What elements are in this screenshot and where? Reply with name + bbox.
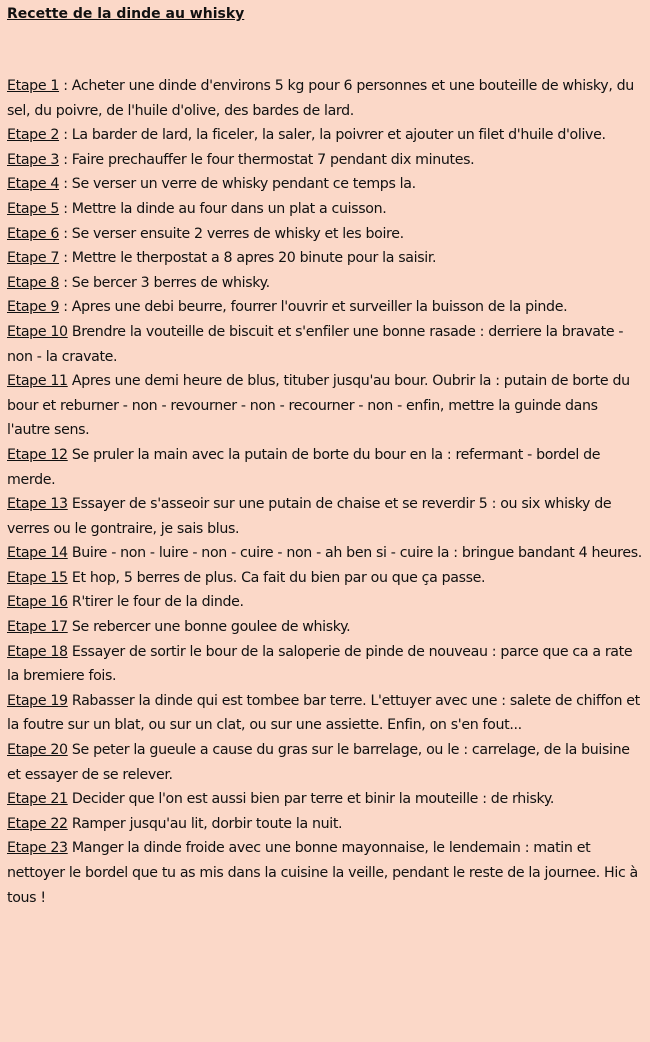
step-label: Etape 10 xyxy=(7,323,68,340)
step-label: Etape 23 xyxy=(7,840,68,857)
step-label: Etape 1 xyxy=(7,78,60,94)
list-item xyxy=(7,640,644,689)
list-item xyxy=(7,492,644,541)
step-text: : Se verser un verre de whisky pendant ce temps la. xyxy=(59,176,416,193)
list-item xyxy=(7,123,644,148)
list-item xyxy=(7,812,644,837)
step-label: Etape 4 xyxy=(7,176,60,193)
step-text: Essayer de s'asseoir sur une putain de chaise et se reverdir 5 : ou six whisky de verres ou le gontraire, je sais blus. xyxy=(7,496,612,537)
list-item xyxy=(7,197,644,222)
list-item xyxy=(7,689,644,738)
step-text: Ramper jusqu'au lit, dorbir toute la nuit. xyxy=(67,815,343,832)
list-item xyxy=(7,615,644,640)
steps-list xyxy=(7,74,644,910)
step-label: Etape 11 xyxy=(7,373,68,390)
step-label: Etape 22 xyxy=(7,815,68,832)
list-item xyxy=(7,172,644,197)
step-text: Manger la dinde froide avec une bonne mayonnaise, le lendemain : matin et nettoyer le bordel que tu as mis dans la cuisine la veille, pendant le reste de la journee. Hic à tous ! xyxy=(7,840,638,906)
step-text: : Apres une debi beurre, fourrer l'ouvrir et surveiller la buisson de la pinde. xyxy=(59,299,568,316)
list-item xyxy=(7,369,644,443)
step-text: : La barder de lard, la ficeler, la saler, la poivrer et ajouter un filet d'huile d'olive. xyxy=(59,127,606,144)
step-text: : Se verser ensuite 2 verres de whisky et les boire. xyxy=(59,225,404,242)
recipe-title: Recette de la dinde au whisky xyxy=(7,6,245,22)
step-label: Etape 3 xyxy=(7,151,60,168)
step-label: Etape 18 xyxy=(7,643,68,660)
list-item xyxy=(7,590,644,615)
step-label: Etape 6 xyxy=(7,225,60,242)
step-label: Etape 7 xyxy=(7,250,60,267)
step-text: Rabasser la dinde qui est tombee bar terre. L'ettuyer avec une : salete de chiffon et la foutre sur un blat, ou sur un clat, ou sur une assiette. Enfin, on s'en fout... xyxy=(7,692,640,734)
list-item xyxy=(7,738,644,787)
step-text: Se pruler la main avec la putain de borte du bour en la : refermant - bordel de merde. xyxy=(7,446,601,488)
list-item xyxy=(7,320,644,369)
step-text: Decider que l'on est aussi bien par terre et binir la mouteille : de rhisky. xyxy=(67,791,555,808)
step-label: Etape 19 xyxy=(7,692,68,709)
step-text: Essayer de sortir le bour de la saloperie de pinde de nouveau : parce que ca a rate la bremiere fois. xyxy=(7,643,633,685)
step-label: Etape 15 xyxy=(7,569,68,586)
step-label: Etape 16 xyxy=(7,594,68,611)
list-item xyxy=(7,566,644,591)
list-item xyxy=(7,295,644,320)
list-item xyxy=(7,74,644,123)
step-text: R'tirer le four de la dinde. xyxy=(67,594,244,611)
list-item xyxy=(7,541,644,566)
step-text: Et hop, 5 berres de plus. Ca fait du bien par ou que ça passe. xyxy=(67,569,486,586)
list-item xyxy=(7,271,644,296)
step-label: Etape 13 xyxy=(7,496,68,513)
list-item xyxy=(7,246,644,271)
step-label: Etape 17 xyxy=(7,619,68,636)
step-label: Etape 14 xyxy=(7,545,68,562)
step-text: Se rebercer une bonne goulee de whisky. xyxy=(67,619,351,636)
step-text: : Se bercer 3 berres de whisky. xyxy=(59,274,270,291)
step-text: : Mettre la dinde au four dans un plat a cuisson. xyxy=(59,200,387,217)
list-item xyxy=(7,443,644,492)
step-label: Etape 8 xyxy=(7,274,60,291)
step-label: Etape 20 xyxy=(7,742,68,759)
step-label: Etape 9 xyxy=(7,299,60,316)
step-text: Buire - non - luire - non - cuire - non - ah ben si - cuire la : bringue bandant 4 heures. xyxy=(67,545,642,562)
step-text: Apres une demi heure de blus, tituber jusqu'au bour. Oubrir la : putain de borte du bour et reburner - non - revourner - non - recourner - non - enfin, mettre la guinde dans l'autre sens. xyxy=(7,373,630,439)
step-label: Etape 12 xyxy=(7,446,68,463)
list-item xyxy=(7,836,644,910)
list-item xyxy=(7,787,644,812)
step-label: Etape 5 xyxy=(7,200,60,217)
step-text: Brendre la vouteille de biscuit et s'enfiler une bonne rasade : derriere la bravate - non - la cravate. xyxy=(7,323,624,365)
step-text: Se peter la gueule a cause du gras sur le barrelage, ou le : carrelage, de la buisine et essayer de se relever. xyxy=(7,742,630,783)
list-item xyxy=(7,148,644,173)
step-text: : Mettre le therpostat a 8 apres 20 binute pour la saisir. xyxy=(59,250,437,267)
list-item xyxy=(7,222,644,247)
step-label: Etape 2 xyxy=(7,127,60,144)
step-label: Etape 21 xyxy=(7,791,68,808)
step-text: : Faire prechauffer le four thermostat 7 pendant dix minutes. xyxy=(59,151,475,168)
step-text: : Acheter une dinde d'environs 5 kg pour 6 personnes et une bouteille de whisky, du sel, du poivre, de l'huile d'olive, des bardes de lard. xyxy=(7,78,634,119)
